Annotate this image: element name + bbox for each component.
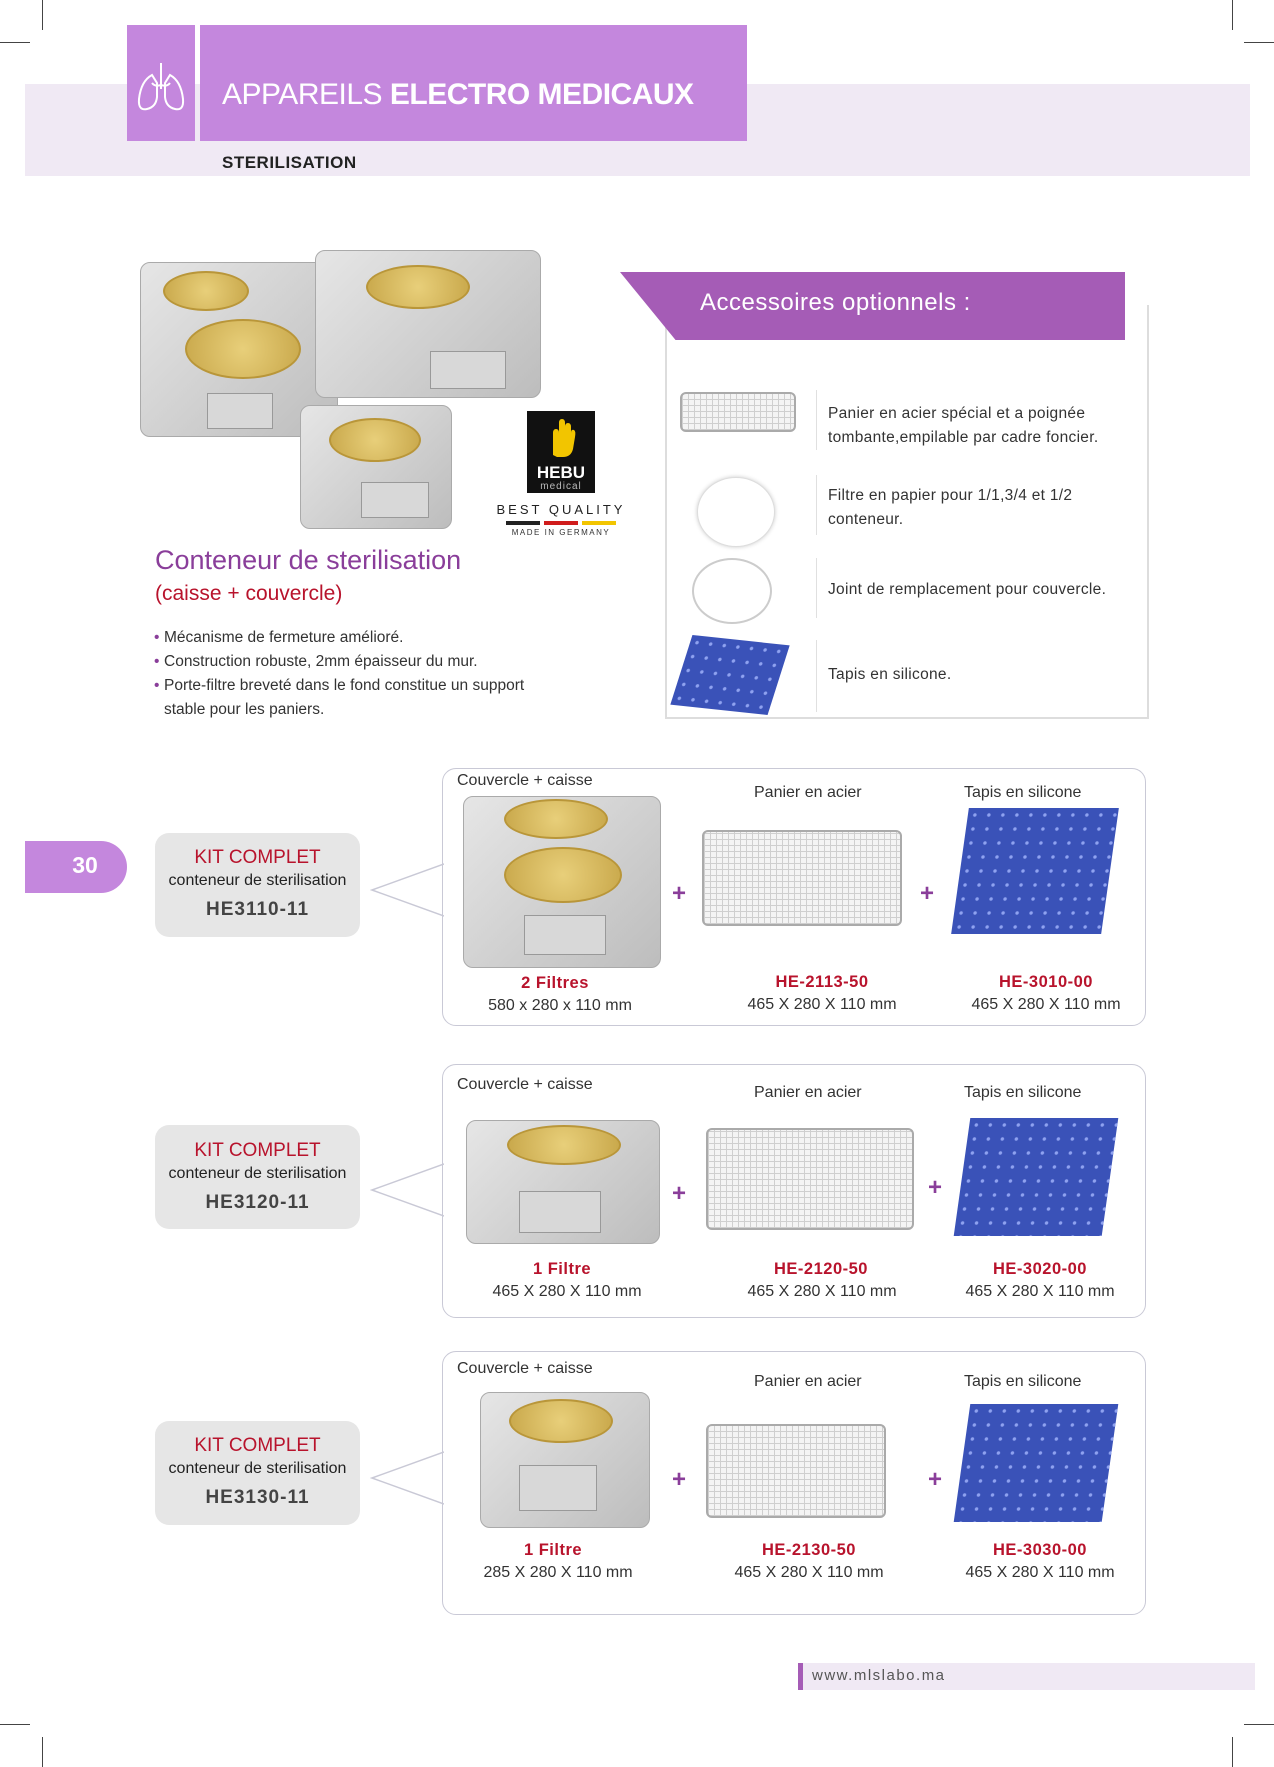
kit-label: KIT COMPLET (194, 1140, 321, 1161)
column-heading: Panier en acier (754, 784, 862, 801)
accessories-title: Accessoires optionnels : (700, 289, 971, 316)
kit-label: KIT COMPLET (194, 1435, 321, 1456)
kit-description: conteneur de sterilisation (168, 1165, 347, 1182)
latch (519, 1465, 597, 1511)
filter-disc (329, 418, 421, 462)
kit-reference: HE3110-11 (205, 899, 310, 920)
kit-col1-code: 1 Filtre (532, 1260, 592, 1278)
accessory-item: Filtre en papier pour 1/1,3/4 et 1/2 conteneur. (828, 487, 1073, 528)
flag-bar-black (506, 521, 540, 525)
feature-item: • Mécanisme de fermeture amélioré. (154, 626, 534, 650)
kit-col2-code: HE-2120-50 (774, 1260, 868, 1278)
kit-reference: HE3130-11 (205, 1487, 310, 1508)
feature-list (154, 626, 534, 722)
accessory-divider (816, 475, 817, 535)
kit-label: KIT COMPLET (194, 847, 321, 868)
section-label: STERILISATION (222, 153, 357, 172)
accessory-item: Joint de remplacement pour couvercle. (828, 581, 1107, 598)
filter-disc (507, 1125, 621, 1165)
brand-sub: medical (540, 481, 582, 492)
plus-sign: + (672, 1180, 687, 1207)
kit-col1-code: 2 Filtres (521, 974, 589, 992)
kit-col2-code: HE-2113-50 (775, 973, 869, 991)
accessory-filter-image (697, 477, 775, 547)
crop-mark (42, 1737, 43, 1767)
kit-col3-code: HE-3010-00 (999, 973, 1093, 991)
accessory-basket-image (680, 392, 796, 432)
page-number: 30 (72, 852, 98, 878)
plus-sign: + (672, 880, 687, 907)
accessory-gasket-image (692, 558, 772, 624)
crop-mark (0, 42, 30, 43)
kit-col1-dimensions: 285 X 280 X 110 mm (483, 1564, 633, 1581)
kit-mat-image (951, 808, 1119, 934)
latch (207, 393, 273, 429)
kit-col2-dimensions: 465 X 280 X 110 mm (747, 996, 897, 1013)
filter-disc (504, 847, 622, 903)
filter-disc (366, 265, 470, 309)
kit-reference: HE3120-11 (205, 1192, 310, 1213)
title-bold: ELECTRO MEDICAUX (389, 78, 694, 111)
crop-mark (1232, 0, 1233, 30)
column-heading: Panier en acier (754, 1373, 862, 1390)
filter-disc (163, 271, 249, 311)
kit-col3-code: HE-3020-00 (993, 1260, 1087, 1278)
kit-mat-image (954, 1404, 1119, 1522)
kit-description: conteneur de sterilisation (168, 872, 347, 889)
kit-container-image (463, 796, 661, 968)
accessory-divider (816, 558, 817, 618)
kit-basket-image (702, 830, 902, 926)
kit-description: conteneur de sterilisation (168, 1460, 347, 1477)
flag-bar-red (544, 521, 578, 525)
latch (361, 482, 429, 518)
flag-bar-gold (582, 521, 616, 525)
kit-mat-image (954, 1118, 1119, 1236)
column-heading: Tapis en silicone (964, 1084, 1082, 1101)
accessory-item: Panier en acier spécial et a poignée tombante,empilable par cadre foncier. (828, 405, 1099, 446)
brand-tagline: BEST QUALITY (496, 502, 626, 517)
kit-basket-image (706, 1128, 914, 1230)
product-title: Conteneur de sterilisation (155, 545, 462, 575)
hand-icon (527, 411, 595, 463)
brand-made-in: MADE IN GERMANY (511, 528, 611, 537)
accessory-item: Tapis en silicone. (828, 666, 952, 683)
feature-item: • Porte-filtre breveté dans le fond constitue un support stable pour les paniers. (154, 674, 534, 722)
latch (524, 915, 606, 955)
brand-name: HEBU (536, 463, 586, 482)
crop-mark (0, 1724, 30, 1725)
feature-item: • Construction robuste, 2mm épaisseur du mur. (154, 650, 534, 674)
kit-col1-code: 1 Filtre (523, 1541, 583, 1559)
title-light: APPAREILS (222, 78, 383, 111)
column-heading: Tapis en silicone (964, 1373, 1082, 1390)
kit-pointer (370, 1160, 444, 1220)
accessory-divider (816, 640, 817, 712)
crop-mark (1244, 42, 1274, 43)
kit-col3-dimensions: 465 X 280 X 110 mm (971, 996, 1121, 1013)
plus-sign: + (928, 1466, 943, 1493)
kit-pointer (370, 860, 444, 920)
filter-disc (185, 319, 301, 379)
column-heading: Tapis en silicone (964, 784, 1082, 801)
filter-disc (504, 799, 608, 839)
page-title (222, 78, 694, 112)
kit-col2-code: HE-2130-50 (762, 1541, 856, 1559)
column-heading: Couvercle + caisse (457, 1360, 593, 1377)
crop-mark (1244, 1724, 1274, 1725)
kit-pointer (370, 1448, 444, 1508)
kit-col1-dimensions: 465 X 280 X 110 mm (492, 1283, 642, 1300)
column-heading: Couvercle + caisse (457, 772, 593, 789)
plus-sign: + (920, 880, 935, 907)
container-photo-small (300, 405, 452, 529)
kit-col2-dimensions: 465 X 280 X 110 mm (747, 1283, 897, 1300)
kit-container-image (466, 1120, 660, 1244)
column-heading: Panier en acier (754, 1084, 862, 1101)
kit-col3-dimensions: 465 X 280 X 110 mm (965, 1564, 1115, 1581)
kit-col2-dimensions: 465 X 280 X 110 mm (734, 1564, 884, 1581)
crop-mark (1232, 1737, 1233, 1767)
container-photo-medium (315, 250, 541, 398)
column-heading: Couvercle + caisse (457, 1076, 593, 1093)
plus-sign: + (928, 1174, 943, 1201)
header-icon-box (127, 25, 195, 141)
accessory-divider (816, 390, 817, 450)
filter-disc (509, 1399, 613, 1443)
lungs-icon (127, 25, 195, 141)
latch (519, 1191, 601, 1233)
kit-col1-dimensions: 580 x 280 x 110 mm (488, 997, 632, 1014)
footer-url: www.mlslabo.ma (812, 1667, 946, 1684)
latch (430, 351, 506, 389)
kit-basket-image (706, 1424, 886, 1518)
crop-mark (42, 0, 43, 30)
kit-col3-code: HE-3030-00 (993, 1541, 1087, 1559)
kit-container-image (480, 1392, 650, 1528)
kit-col3-dimensions: 465 X 280 X 110 mm (965, 1283, 1115, 1300)
plus-sign: + (672, 1466, 687, 1493)
product-subtitle: (caisse + couvercle) (155, 582, 343, 605)
